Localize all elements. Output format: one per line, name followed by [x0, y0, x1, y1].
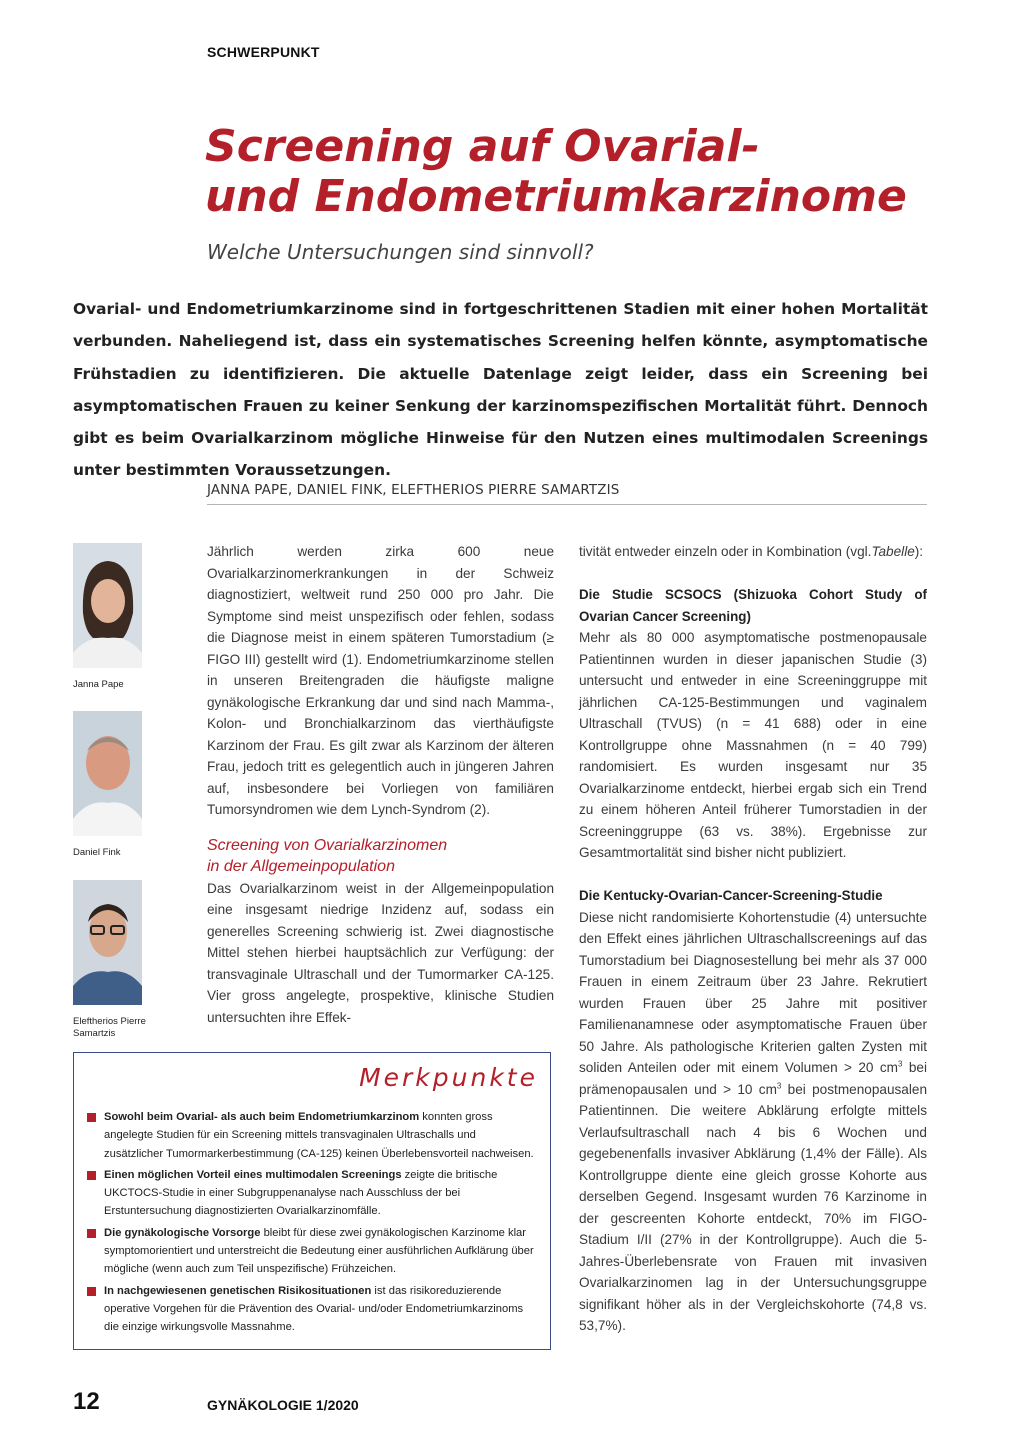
- kentucky-text-c: bei postmenopausalen Patientinnen. Die weitere Abklärung erfolgte mittels Verlaufsultraschall nach 4 bis 6 Wochen und gegebenenfalls invasiver Abklärung (1,4% der Fälle). Als Kontrollgruppe diente eine gleich grosse Kohorte aus derselben Gegend. Insgesamt wurden 76 Karzinome in der gescreenten Kohorte entdeckt, 70% im FIGO-Stadium I/II (27% in der Kontrollgruppe). Auch die 5-Jahres-Überlebensrate von Frauen mit invasiven Ovarialkarzinomen lag in der Untersuchungsgruppe signifikant höher als in der Vergleichskohorte (74,8 vs. 53,7%).: [579, 1081, 928, 1333]
- section-heading: [207, 835, 554, 878]
- intro-paragraph: Jährlich werden zirka 600 neue Ovarialkarzinomerkrankungen in der Schweiz diagnostiziert, weltweit rund 250 000 pro Jahr. Die Symptome sind meist unspezifisch oder fehlen, sodass die Diagnose meist in einem späteren Tumorstadium (≥ FIGO III) gestellt wird (1). Endometriumkarzinome stellen in unseren Breitengraden die häufigste maligne gynäkologische Erkrankung dar und sind nach Mamma-, Kolon- und Bronchialkarzinom das vierthäufigste Karzinom der Frau. Es gilt zwar als Karzinom der älteren Frau, jedoch tritt es gelegentlich auch in jüngeren Jahren auf, insbesondere bei Vorliegen von familiären Tumorsyndromen wie dem Lynch-Syndrom (2).: [207, 544, 554, 817]
- title-line-1: Screening auf Ovarial-: [205, 121, 760, 172]
- list-item: [84, 1224, 534, 1279]
- list-item: [84, 1108, 534, 1163]
- title-line-2: und Endometriumkarzinome: [205, 171, 907, 222]
- author-photo-janna-pape: [73, 543, 142, 668]
- key-points-title: Merkpunkte: [359, 1063, 538, 1092]
- square-bullet-icon: [87, 1229, 96, 1238]
- list-item-text: zeigte die britische UKCTOCS-Studie in einer Subgruppenanalyse nach Ausschluss der bei Erstuntersuchung diagnostizierten Ovarialkarzinomfälle.: [104, 1168, 498, 1218]
- article-title: [205, 122, 965, 222]
- study-heading-kentucky: Die Kentucky-Ovarian-Cancer-Screening-Studie: [579, 888, 883, 903]
- author-photo-daniel-fink: [73, 711, 142, 836]
- photo-caption: Eleftherios Pierre Samartzis: [73, 1016, 146, 1039]
- superscript: 3: [898, 1059, 903, 1069]
- square-bullet-icon: [87, 1287, 96, 1296]
- photo-caption: Daniel Fink: [73, 847, 121, 858]
- square-bullet-icon: [87, 1113, 96, 1122]
- list-item-bold: Die gynäkologische Vorsorge: [104, 1226, 261, 1239]
- list-item-bold: In nachgewiesenen genetischen Risikosituationen: [104, 1284, 372, 1297]
- section-label: SCHWERPUNKT: [207, 44, 320, 60]
- body-paragraph: Das Ovarialkarzinom weist in der Allgemeinpopulation eine insgesamt niedrige Inzidenz auf, sodass ein generelles Screening schwierig ist. Zwei diagnostische Mittel stehen hierbei hauptsächlich zur Verfügung: der transvaginale Ultraschall und der Tumormarker CA-125. Vier gross angelegte, prospektive, klinische Studien untersuchten ihre Effek-: [207, 880, 554, 1025]
- author-divider: [207, 504, 927, 505]
- author-photo-eleftherios-samartzis: [73, 880, 142, 1005]
- list-item-bold: Einen möglichen Vorteil eines multimodalen Screenings: [104, 1168, 402, 1181]
- author-line: JANNA PAPE, DANIEL FINK, ELEFTHERIOS PIERRE SAMARTZIS: [207, 482, 620, 498]
- study-paragraph-scsocs: Mehr als 80 000 asymptomatische postmenopausale Patientinnen wurden in dieser japanischen Studie (3) untersucht und entweder in eine Screeninggruppe mit jährlichen CA-125-Bestimmungen und vaginalem Ultraschall (TVUS) (n = 41 688) oder in eine Kontrollgruppe ohne Massnahmen (n = 40 799) randomisiert. Es wurden insgesamt nur 35 Ovarialkarzinome entdeckt, hierbei ergab sich ein Trend zu einem höheren Anteil früherer Tumorstadien in der Screeninggruppe (63 vs. 38%). Ergebnisse zur Gesamtmortalität sind bisher nicht publiziert.: [579, 630, 927, 860]
- article-subtitle: Welche Untersuchungen sind sinnvoll?: [207, 240, 594, 264]
- journal-name: GYNÄKOLOGIE 1/2020: [207, 1397, 359, 1413]
- text-column-middle: [207, 541, 554, 1028]
- list-item-text: konnten gross angelegte Studien für ein Screening mittels transvaginalen Ultraschalls und zusätzlicher Tumormarkerbestimmung (CA-125) keinen Überlebensvorteil nachweisen.: [104, 1111, 534, 1160]
- text-column-right: [579, 541, 927, 1337]
- page-number: 12: [73, 1388, 100, 1415]
- key-points-list: [84, 1108, 534, 1340]
- photo-caption: Janna Pape: [73, 679, 124, 690]
- study-heading-scsocs: Die Studie SCSOCS (Shizuoka Cohort Study of Ovarian Cancer Screening): [579, 587, 927, 624]
- study-paragraph-kentucky: [579, 907, 927, 1337]
- square-bullet-icon: [87, 1171, 96, 1180]
- continuation-paragraph: [579, 541, 927, 563]
- list-item: [84, 1282, 534, 1337]
- continuation-end: ):: [914, 544, 924, 559]
- section-heading-line-2: in der Allgemeinpopulation: [207, 858, 395, 875]
- key-points-box: [73, 1052, 551, 1350]
- continuation-text: tivität entweder einzeln oder in Kombination (vgl.: [579, 544, 872, 559]
- table-reference: Tabelle: [871, 544, 915, 559]
- list-item-text: ist das risikoreduzierende operative Vorgehen für die Prävention des Ovarial- und/oder Endometriumkarzinoms die einzige wirkungsvolle Massnahme.: [104, 1284, 524, 1334]
- list-item-text: bleibt für diese zwei gynäkologischen Karzinome klar symptomorientiert und unterstreicht die Bedeutung einer ausführlichen Aufklärung über mögliche (wenn auch zum Teil unspezifische) Frühzeichen.: [104, 1226, 534, 1276]
- kentucky-text-b: bei prämenopausalen und > 10 cm: [579, 1060, 927, 1097]
- superscript: 3: [776, 1080, 782, 1090]
- kentucky-text-a: Diese nicht randomisierte Kohortenstudie (4) untersuchte den Effekt eines jährlichen Ultraschallscreenings auf das Tumorstadium bei Diagnosestellung bei mehr als 37 000 Frauen in einem Zeitraum über 23 Jahre. Rekrutiert wurden Frauen über 25 Jahre mit positiver Familienanamnese oder asymptomatische Frauen über 50 Jahre. Als pathologische Kriterien galten Zysten mit soliden Anteilen oder mit einem Volumen > 20 cm: [579, 909, 927, 1075]
- section-heading-line-1: Screening von Ovarialkarzinomen: [207, 836, 448, 854]
- lead-paragraph: Ovarial- und Endometriumkarzinome sind in fortgeschrittenen Stadien mit einer hohen Mortalität verbunden. Naheliegend ist, dass ein systematisches Screening helfen könnte, asymptomatische Frühstadien zu identifizieren. Die aktuelle Datenlage zeigt leider, dass ein Screening bei asymptomatischen Frauen zu keiner Senkung der karzinomspezifischen Mortalität führt. Dennoch gibt es beim Ovarialkarzinom mögliche Hinweise für den Nutzen eines multimodalen Screenings unter bestimmten Voraussetzungen.: [73, 300, 928, 480]
- list-item: [84, 1166, 534, 1221]
- list-item-bold: Sowohl beim Ovarial- als auch beim Endometriumkarzinom: [104, 1111, 420, 1123]
